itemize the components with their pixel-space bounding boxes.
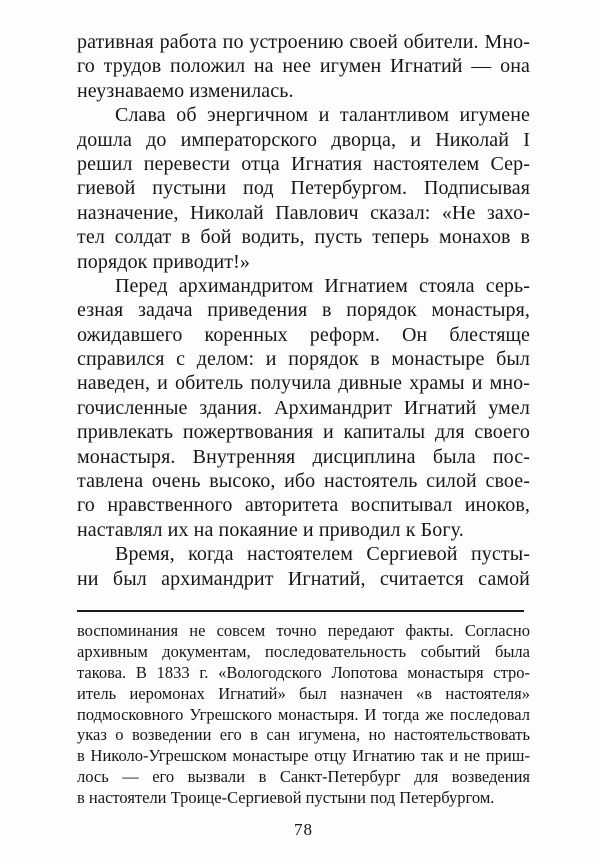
paragraph-1 <box>77 30 530 103</box>
text-line: такова. В 1833 г. «Вологодского Лопотова монастыря стро- <box>77 662 530 682</box>
text-line: в настоятели Троице-Сергиевой пустыни под Петербургом. <box>77 788 495 808</box>
footnote-paragraph <box>77 621 530 809</box>
text-line: ни был архимандрит Игнатий, считается самой <box>77 567 530 590</box>
text-line: дошла до императорского дворца, и Николай I <box>77 128 530 151</box>
text-line: наведен, и обитель получила дивные храмы и мно- <box>77 372 530 395</box>
text-line: тавлена очень высоко, ибо настоятель силой свое- <box>77 470 530 493</box>
paragraph-2 <box>77 103 530 274</box>
text-line: Слава об энергичном и талантливом игумене <box>115 104 530 127</box>
paragraph-4 <box>77 542 530 591</box>
footnote-separator-rule <box>77 610 524 612</box>
text-line: воспоминания не совсем точно передают факты. Согласно <box>77 621 530 640</box>
text-line: порядок приводит!» <box>77 250 251 273</box>
page-number: 78 <box>294 820 313 839</box>
main-text-block <box>77 30 530 591</box>
text-line: назначение, Николай Павлович сказал: «Не захо- <box>77 201 530 224</box>
text-line: монастыря. Внутренняя дисциплина была пос- <box>77 445 530 468</box>
text-line: указ о возведении его в сан игумена, но настоятельствовать <box>77 725 530 745</box>
text-line: езная задача приведения в порядок монастыря, <box>77 299 530 322</box>
text-line: тел солдат в бой водить, пусть теперь монахов в <box>77 226 530 249</box>
text-line: архивным документам, последовательность событий была <box>77 641 530 661</box>
text-line: итель иеромонах Игнатий» был назначен «в настоятеля» <box>77 683 530 703</box>
text-line: ожидавшего коренных реформ. Он блестяще <box>77 323 530 346</box>
text-line: Время, когда настоятелем Сергиевой пусты- <box>115 543 530 566</box>
text-line: решил перевести отца Игнатия настоятелем Сер- <box>77 152 530 175</box>
text-line: гиевой пустыни под Петербургом. Подписывая <box>77 177 530 200</box>
text-line: неузнаваемо изменилась. <box>77 79 294 102</box>
text-line: го нравственного авторитета воспитывал иноков, <box>77 494 530 517</box>
text-line: лось — его вызвали в Санкт-Петербург для возведения <box>77 767 530 787</box>
text-line: гочисленные здания. Архимандрит Игнатий умел <box>77 396 530 419</box>
text-line: го трудов положил на нее игумен Игнатий — она <box>77 55 530 78</box>
text-line: справился с делом: и порядок в монастыре был <box>77 348 530 371</box>
text-line: подмосковного Угрешского монастыря. И тогда же последовал <box>77 704 530 724</box>
text-line: ративная работа по устроению своей обители. Мно- <box>77 31 530 53</box>
footnote-block <box>77 621 530 809</box>
paragraph-3 <box>77 274 530 542</box>
text-line: в Николо-Угрешском монастыре отцу Игнатию так и не приш- <box>77 746 530 766</box>
text-line: Перед архимандритом Игнатием стояла серь- <box>115 274 530 297</box>
text-line: наставлял их на покаяние и приводил к Богу. <box>77 518 464 541</box>
text-line: привлекать пожертвования и капиталы для своего <box>77 421 530 444</box>
